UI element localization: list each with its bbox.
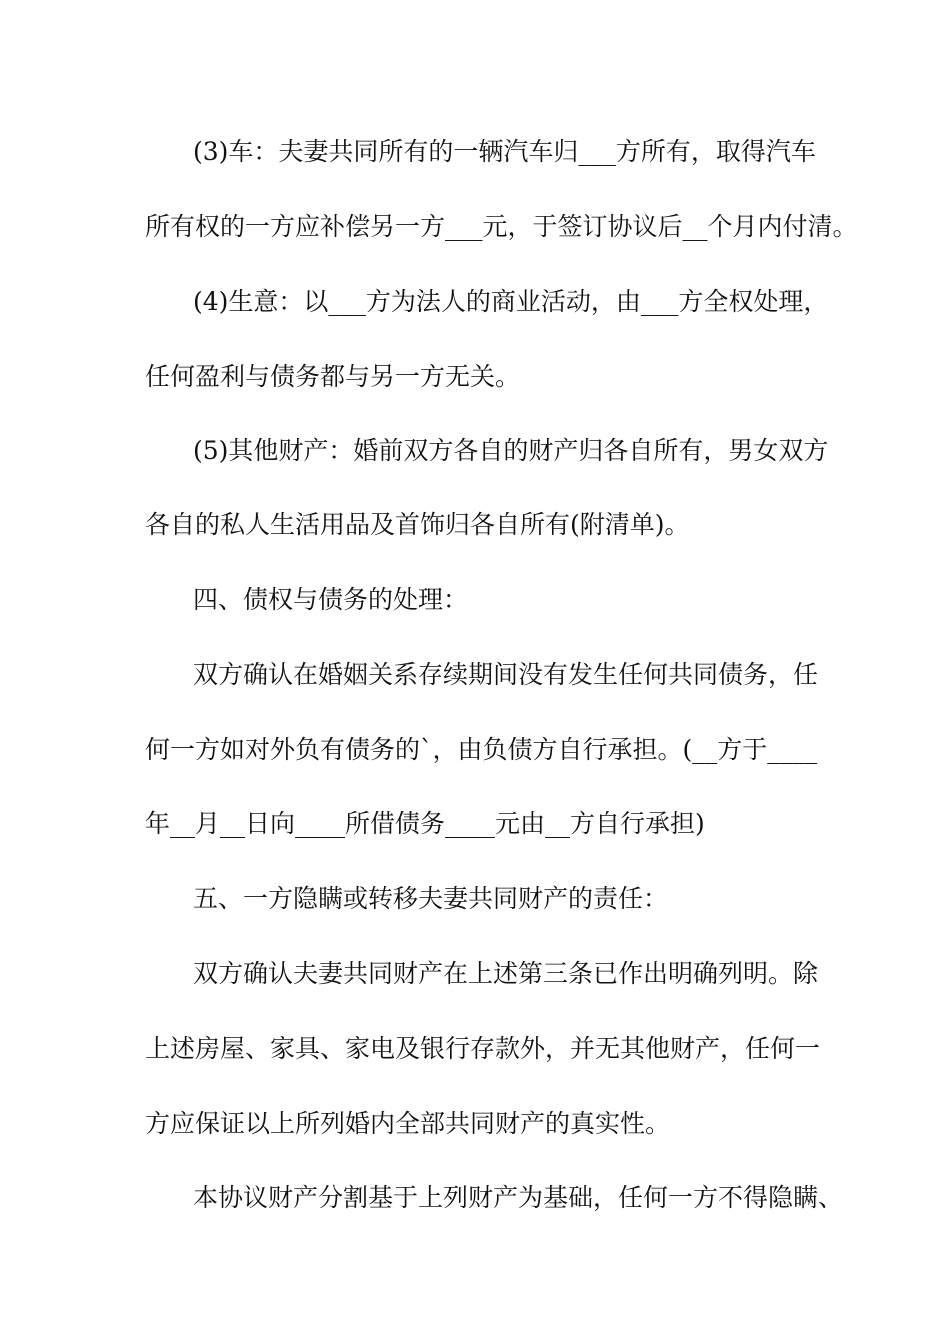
paragraph-other-property-line-2: 各自的私人生活用品及首饰归各自所有(附清单)。 [145, 510, 690, 539]
paragraph-concealment-line-3: 方应保证以上所列婚内全部共同财产的真实性。 [145, 1109, 671, 1138]
paragraph-debts-line-1: 双方确认在婚姻关系存续期间没有发生任何共同债务，任 [193, 660, 819, 689]
paragraph-business-line-2: 任何盈利与债务都与另一方无关。 [145, 362, 521, 391]
paragraph-car-line-2: 所有权的一方应补偿另一方___元，于签订协议后__个月内付清。 [145, 212, 858, 241]
paragraph-concealment-line-1: 双方确认夫妻共同财产在上述第三条已作出明确列明。除 [193, 959, 819, 988]
paragraph-business-line-1: (4)生意：以___方为法人的商业活动，由___方全权处理， [193, 287, 829, 316]
section-heading-concealment: 五、一方隐瞒或转移夫妻共同财产的责任： [193, 884, 669, 913]
paragraph-division-line-1: 本协议财产分割基于上列财产为基础，任何一方不得隐瞒、 [193, 1183, 844, 1212]
paragraph-car-line-1: (3)车：夫妻共同所有的一辆汽车归___方所有，取得汽车 [193, 137, 816, 166]
paragraph-debts-line-3: 年__月__日向____所借债务____元由__方自行承担) [145, 809, 705, 838]
paragraph-concealment-line-2: 上述房屋、家具、家电及银行存款外，并无其他财产，任何一 [145, 1034, 821, 1063]
paragraph-other-property-line-1: (5)其他财产：婚前双方各自的财产归各自所有，男女双方 [193, 436, 829, 465]
paragraph-debts-line-2: 何一方如对外负有债务的`，由负债方自行承担。(__方于____ [145, 735, 818, 764]
section-heading-debts: 四、债权与债务的处理： [193, 585, 469, 614]
